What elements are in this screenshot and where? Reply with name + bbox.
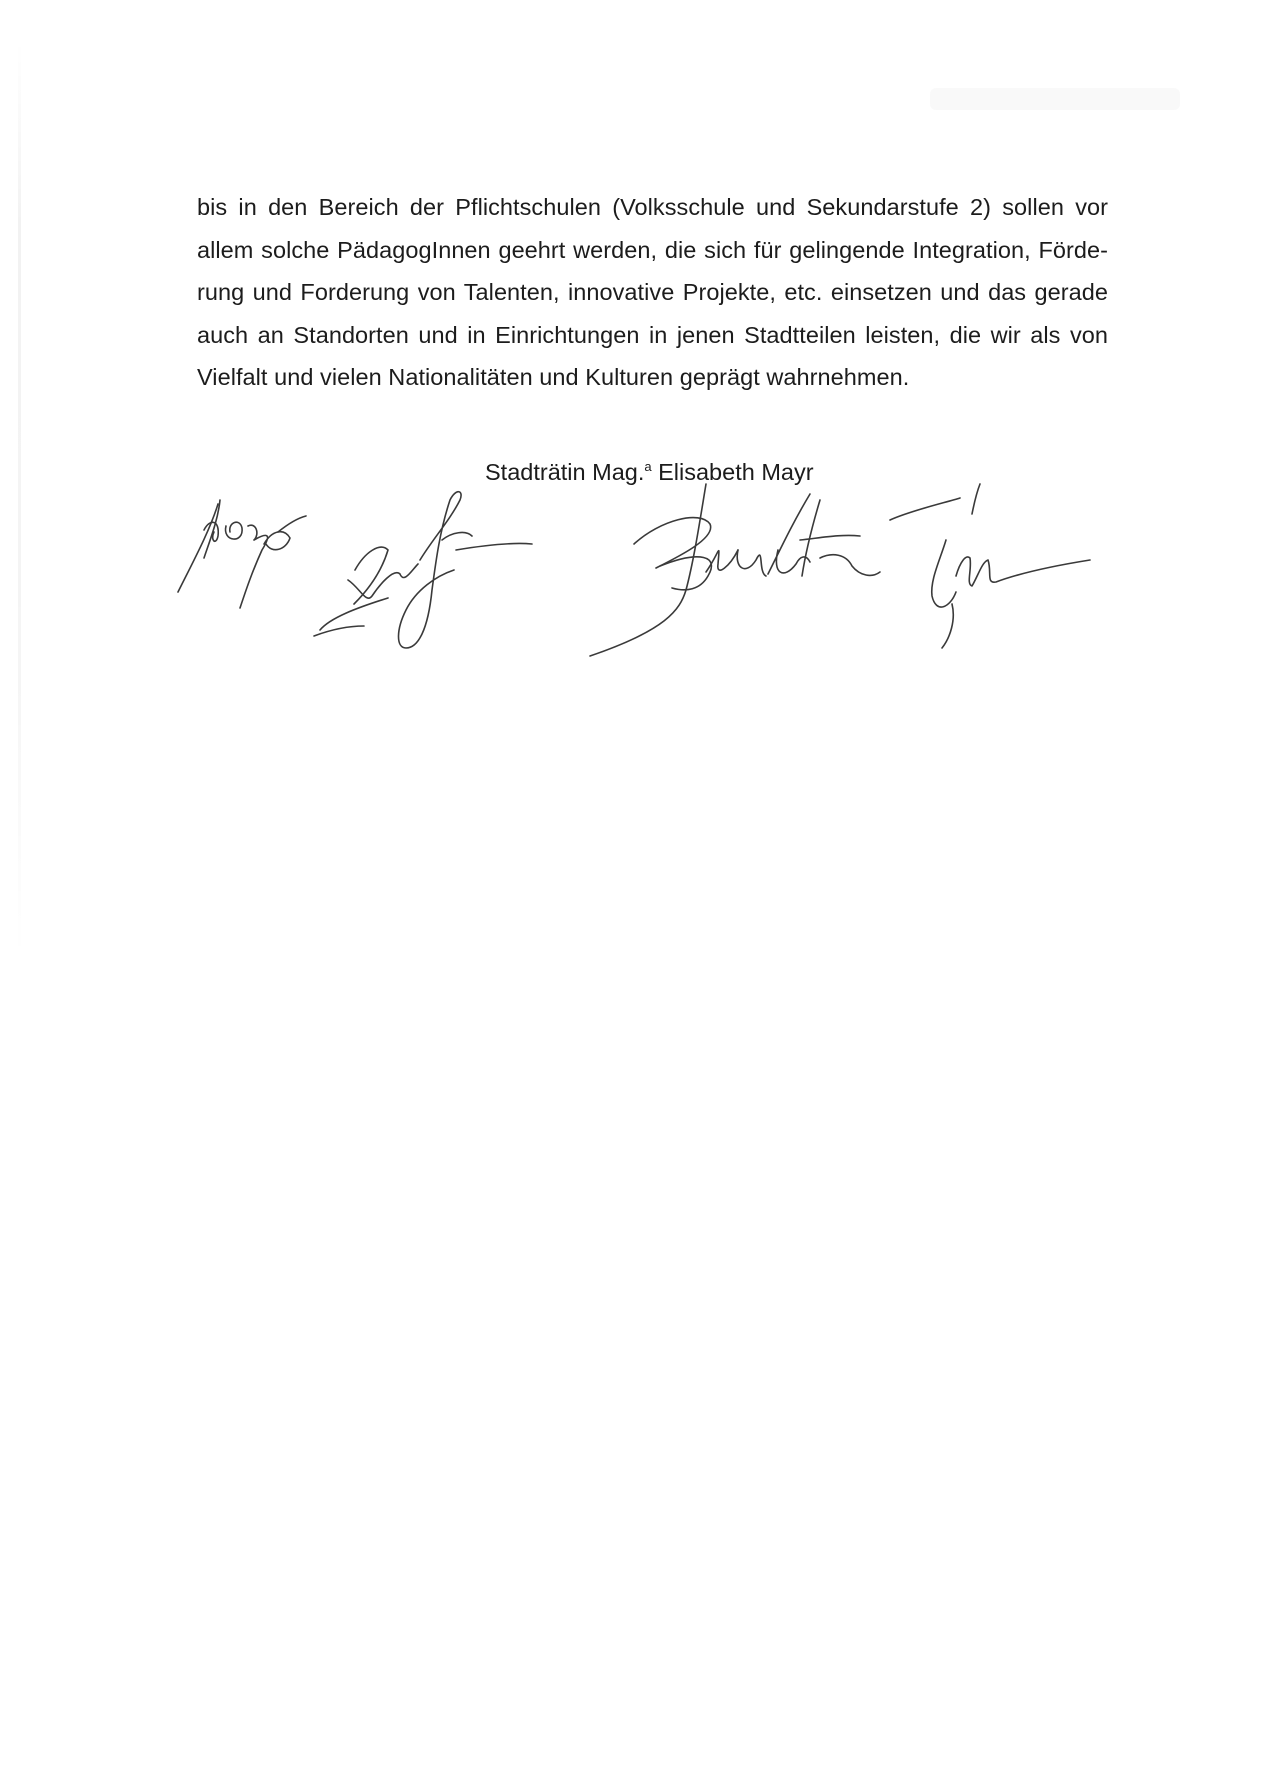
signature-3 <box>590 484 960 656</box>
scan-edge-artifact <box>18 40 21 960</box>
handwritten-signatures <box>160 480 1200 720</box>
signer-prefix: Stadträtin Mag. <box>485 459 645 485</box>
signature-2 <box>314 492 532 648</box>
signature-1 <box>178 500 306 608</box>
signer-superscript: a <box>644 459 652 474</box>
body-paragraph: bis in den Bereich der Pflichtschulen (Volksschule und Sekundarstufe 2) sollen vor allem solche PädagogInnen geehrt werden, die sich für gelingende Integration, Förde-rung und Forderung von Talenten, innovative Projekte, etc. einsetzen und das gerade auch an Standorten und in Einrichtungen in jenen Stadtteilen leisten, die wir als von Vielfalt und vielen Nationalitäten und Kulturen geprägt wahrnehmen. <box>197 194 1108 390</box>
signer-full-name: Elisabeth Mayr <box>651 459 814 485</box>
signature-4 <box>932 484 1090 648</box>
scan-smudge-artifact <box>930 88 1180 110</box>
